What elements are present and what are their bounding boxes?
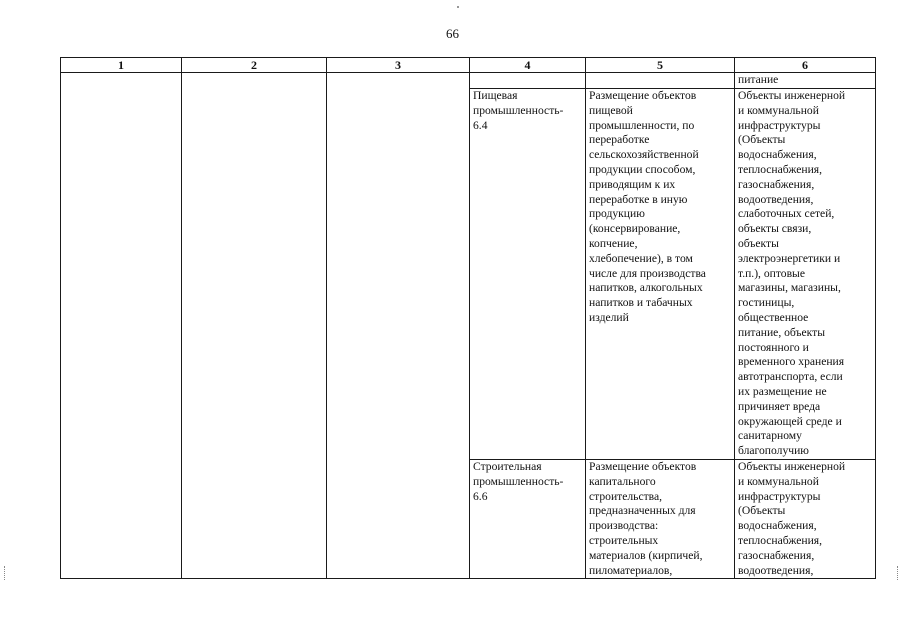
- continuation-text: питание: [738, 73, 779, 86]
- use-name-food-industry: Пищевая промышленность- 6.4: [473, 89, 564, 132]
- continuation-cell-5: [586, 73, 735, 89]
- zoning-table: [60, 57, 876, 579]
- use-name-construction-industry: Строительная промышленность- 6.6: [473, 460, 564, 503]
- use-description-cell: [586, 460, 735, 579]
- use-description-food-industry: Размещение объектов пищевой промышленности, по переработке сельскохозяйственной продукции способом, приводящим к их переработке в иную продукцию (консервирование, копчение, хлебопечение), в том числе для производства напитков, алкогольных напитков и табачных изделий: [589, 89, 706, 324]
- column-header-4: 4: [470, 58, 586, 73]
- column-header-3: 3: [327, 58, 470, 73]
- use-description-construction-industry: Размещение объектов капитального строительства, предназначенных для производства: строительных материалов (кирпичей, пиломатериалов,: [589, 460, 703, 577]
- column-header-5: 5: [586, 58, 735, 73]
- permitted-objects-cell: [735, 89, 876, 460]
- permitted-objects-construction-industry: Объекты инженерной и коммунальной инфраструктуры (Объекты водоснабжения, теплоснабжения, газоснабжения, водоотведения,: [738, 460, 846, 577]
- permitted-objects-cell: [735, 460, 876, 579]
- column-2-cell: [182, 73, 327, 579]
- column-3-cell: [327, 73, 470, 579]
- use-name-cell: [470, 89, 586, 460]
- scan-artifact-left-edge: [4, 566, 7, 580]
- permitted-objects-food-industry: Объекты инженерной и коммунальной инфраструктуры (Объекты водоснабжения, теплоснабжения, газоснабжения, водоотведения, слаботочных сетей, объекты связи, объекты электроэнергетики и т.п.), оптовые магазины, магазины, гостиницы, общественное питание, объекты постоянного и временного хранения автотранспорта, если их размещение не причиняет вреда окружающей среде и санитарному благополучию: [738, 89, 846, 458]
- scan-artifact-dot: [457, 6, 459, 8]
- header-row: [61, 58, 876, 73]
- column-header-1: 1: [61, 58, 182, 73]
- continuation-cell-6: [735, 73, 876, 89]
- page-number: 66: [446, 26, 459, 41]
- continuation-cell-4: [470, 73, 586, 89]
- scan-artifact-right-edge: [897, 566, 900, 580]
- use-name-cell: [470, 460, 586, 579]
- use-description-cell: [586, 89, 735, 460]
- column-header-6: 6: [735, 58, 876, 73]
- column-header-2: 2: [182, 58, 327, 73]
- column-1-cell: [61, 73, 182, 579]
- continuation-row: [61, 73, 876, 89]
